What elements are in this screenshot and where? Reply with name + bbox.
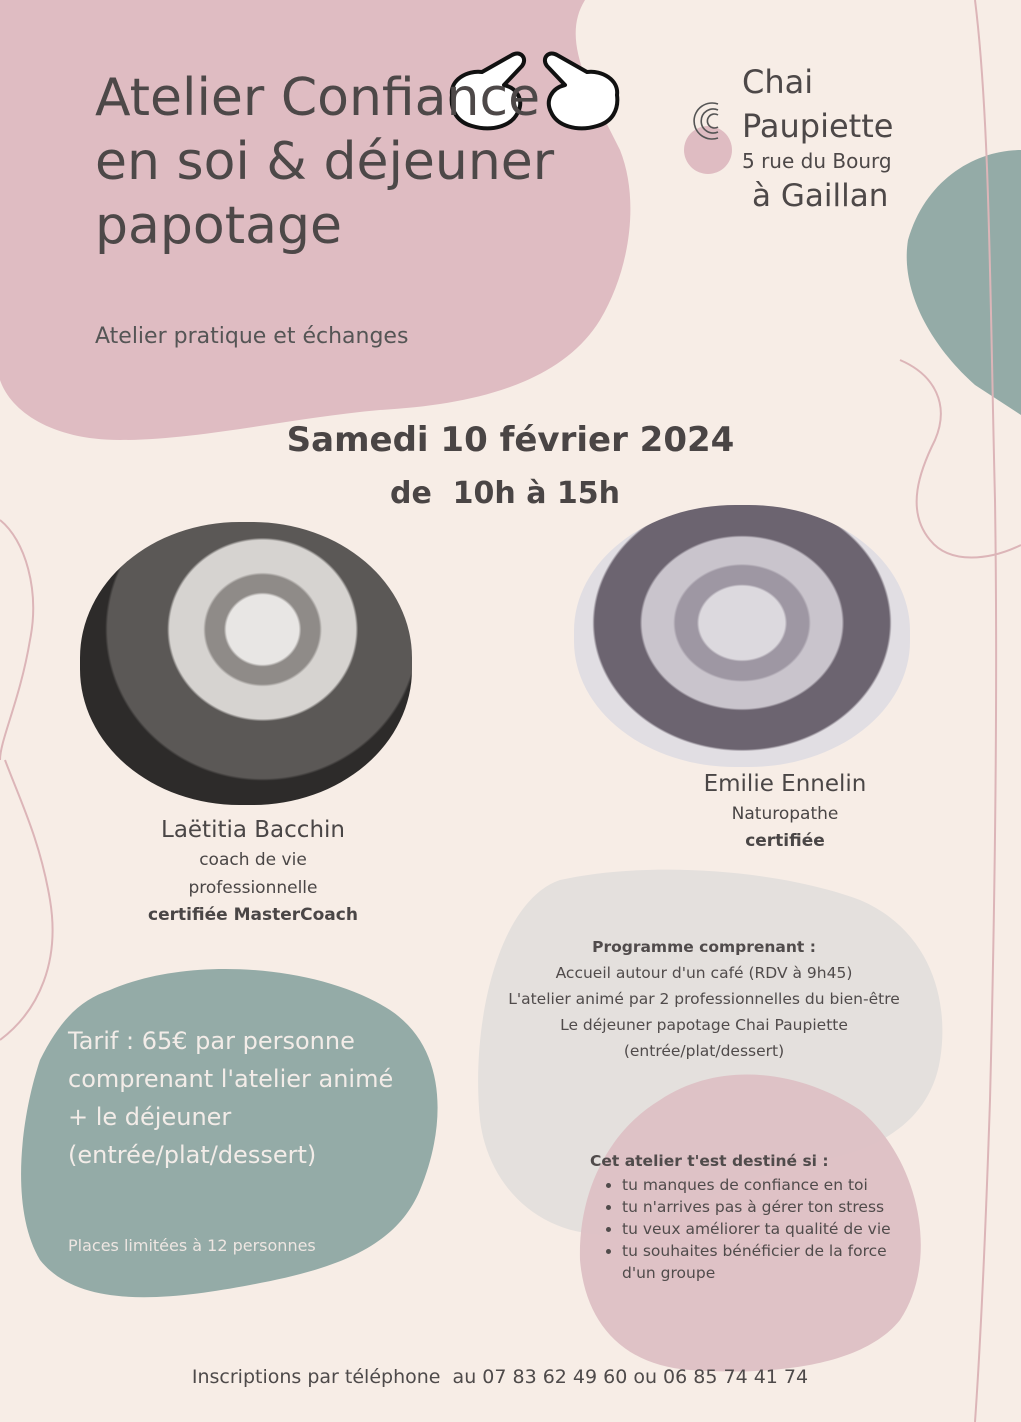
audience-block	[590, 1150, 910, 1284]
venue-town: à Gaillan	[752, 178, 889, 214]
venue-street: 5 rue du Bourg	[742, 149, 892, 173]
venue-name-line2: Paupiette	[742, 107, 894, 145]
event-date: Samedi 10 février 2024	[286, 420, 735, 460]
speaker-name: Laëtitia Bacchin	[161, 817, 345, 843]
programme-line: Accueil autour d'un café (RDV à 9h45)	[555, 964, 853, 982]
audience-heading: Cet atelier t'est destiné si :	[590, 1152, 829, 1170]
venue-block	[742, 60, 893, 218]
spiral-logo-icon	[688, 96, 728, 146]
list-item: • tu n'arrives pas à gérer ton stress	[622, 1196, 910, 1218]
venue-name-line1: Chai	[742, 63, 814, 101]
programme-line: L'atelier animé par 2 professionnelles du bien-être	[508, 990, 900, 1008]
speaker-role: coach de vie	[199, 850, 307, 870]
event-hours: de 10h à 15h	[389, 476, 621, 511]
speaker-certification: certifiée	[745, 831, 825, 851]
programme-block	[490, 934, 918, 1064]
list-item: • tu manques de confiance en toi	[622, 1174, 910, 1196]
speaker-role: professionnelle	[188, 878, 318, 898]
programme-heading: Programme comprenant :	[592, 938, 816, 956]
places-limit: Places limitées à 12 personnes	[68, 1236, 316, 1255]
speaker-name: Emilie Ennelin	[703, 771, 867, 797]
pricing-text: Tarif : 65€ par personne comprenant l'atelier animé + le déjeuner (entrée/plat/dessert)	[68, 1027, 394, 1169]
registration-footer: Inscriptions par téléphone au 07 83 62 49 60 ou 06 85 74 41 74	[191, 1366, 809, 1388]
speaker-role: Naturopathe	[731, 804, 839, 824]
list-item: • tu souhaites bénéficier de la force d'un groupe	[622, 1240, 910, 1284]
list-item: • tu veux améliorer ta qualité de vie	[622, 1218, 910, 1240]
page-title: Atelier Confiance en soi & déjeuner papotage	[95, 68, 555, 256]
page-subtitle: Atelier pratique et échanges	[95, 324, 409, 349]
speaker-2	[670, 768, 900, 854]
speaker-photo-1	[80, 522, 412, 805]
speaker-1	[100, 814, 406, 928]
audience-list	[590, 1174, 910, 1284]
programme-line: (entrée/plat/dessert)	[623, 1042, 785, 1060]
programme-line: Le déjeuner papotage Chai Paupiette	[560, 1016, 848, 1034]
speaker-photo-2	[574, 505, 910, 767]
speaker-certification: certifiée MasterCoach	[148, 905, 358, 925]
